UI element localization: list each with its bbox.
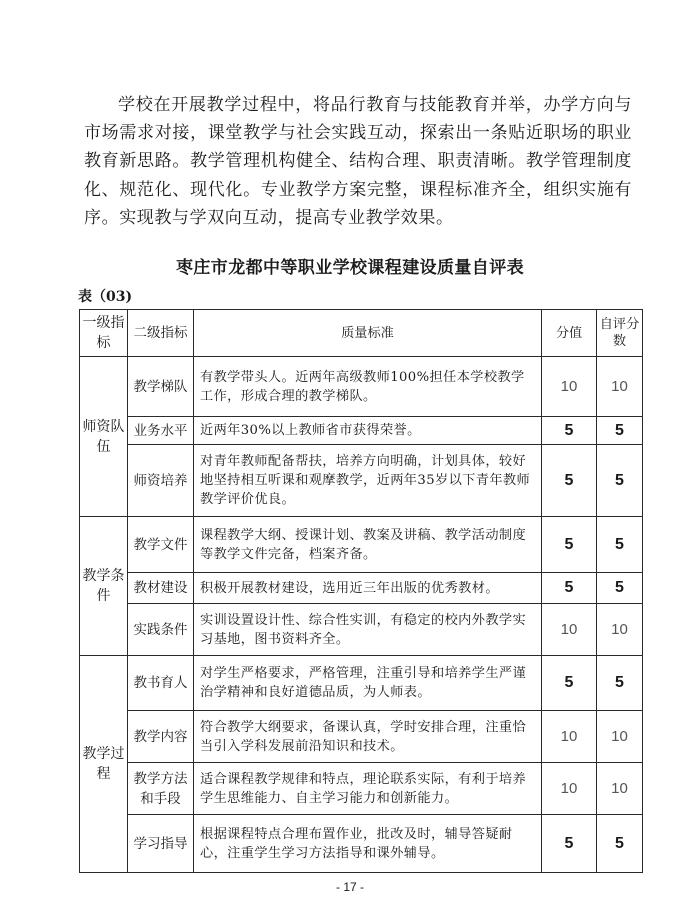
table-row [80,417,643,445]
standard-cell: 实训设置设计性、综合性实训，有稳定的校内外教学实习基地，图书资料齐全。 [194,604,542,656]
self-score-cell: 10 [597,357,643,417]
score-cell: 5 [542,517,597,573]
indicator-cell: 师资培养 [128,445,194,517]
score-cell: 10 [542,357,597,417]
self-score-cell: 10 [597,711,643,763]
table-row [80,573,643,604]
score-cell: 10 [542,763,597,815]
self-score-cell: 5 [597,417,643,445]
indicator-cell: 教学内容 [128,711,194,763]
score-cell: 5 [542,656,597,711]
table-row [80,517,643,573]
document-title: 枣庄市龙都中等职业学校课程建设质量自评表 [176,258,524,278]
self-score-cell: 5 [597,445,643,517]
table-row [80,763,643,815]
indicator-cell: 教学方法和手段 [128,763,194,815]
table-row [80,656,643,711]
self-score-cell: 5 [597,656,643,711]
header-self-score: 自评分数 [597,310,643,357]
header-level2: 二级指标 [128,310,194,357]
header-score: 分值 [542,310,597,357]
table-row [80,711,643,763]
score-cell: 10 [542,711,597,763]
intro-paragraph: 学校在开展教学过程中，将品行教育与技能教育并举，办学方向与市场需求对接，课堂教学与社会实践互动，探索出一条贴近职场的职业教育新思路。教学管理机构健全、结构合理、职责清晰。教学管理制度化、规范化、现代化。专业教学方案完整，课程标准齐全，组织实施有序。实现教与学双向互动，提高专业教学效果。 [84,95,632,228]
indicator-cell: 教材建设 [128,573,194,604]
standard-cell: 对青年教师配备帮扶，培养方向明确，计划具体，较好地坚持相互听课和观摩教学，近两年35岁以下青年教师教学评价优良。 [194,445,542,517]
page-number: - 17 - [335,880,364,894]
standard-cell: 有教学带头人。近两年高级教师100%担任本学校教学工作，形成合理的教学梯队。 [194,357,542,417]
self-score-cell: 5 [597,517,643,573]
standard-cell: 近两年30%以上教师省市获得荣誉。 [194,417,542,445]
standard-cell: 对学生严格要求，严格管理，注重引导和培养学生严谨治学精神和良好道德品质，为人师表。 [194,656,542,711]
indicator-cell: 业务水平 [128,417,194,445]
standard-cell: 适合课程教学规律和特点，理论联系实际，有利于培养学生思维能力、自主学习能力和创新能力。 [194,763,542,815]
indicator-cell: 教学文件 [128,517,194,573]
table-row [80,604,643,656]
table-row [80,815,643,873]
self-score-cell: 5 [597,573,643,604]
indicator-cell: 教学梯队 [128,357,194,417]
group-label: 教学过程 [80,656,128,873]
standard-cell: 积极开展教材建设，选用近三年出版的优秀教材。 [194,573,542,604]
score-cell: 5 [542,445,597,517]
quality-table [79,309,643,873]
table-row [80,445,643,517]
indicator-cell: 教书育人 [128,656,194,711]
score-cell: 5 [542,573,597,604]
self-score-cell: 5 [597,815,643,873]
table-label: 表（03) [78,289,133,305]
standard-cell: 符合教学大纲要求，备课认真，学时安排合理，注重恰当引入学科发展前沿知识和技术。 [194,711,542,763]
indicator-cell: 学习指导 [128,815,194,873]
self-score-cell: 10 [597,604,643,656]
score-cell: 5 [542,417,597,445]
indicator-cell: 实践条件 [128,604,194,656]
score-cell: 5 [542,815,597,873]
table-row [80,357,643,417]
standard-cell: 根据课程特点合理布置作业，批改及时，辅导答疑耐心，注重学生学习方法指导和课外辅导。 [194,815,542,873]
score-cell: 10 [542,604,597,656]
header-standard: 质量标准 [194,310,542,357]
group-label: 师资队伍 [80,357,128,517]
standard-cell: 课程教学大纲、授课计划、教案及讲稿、教学活动制度等教学文件完备，档案齐备。 [194,517,542,573]
group-label: 教学条件 [80,517,128,656]
header-level1: 一级指标 [80,310,128,357]
table-header-row [80,310,643,357]
self-score-cell: 10 [597,763,643,815]
